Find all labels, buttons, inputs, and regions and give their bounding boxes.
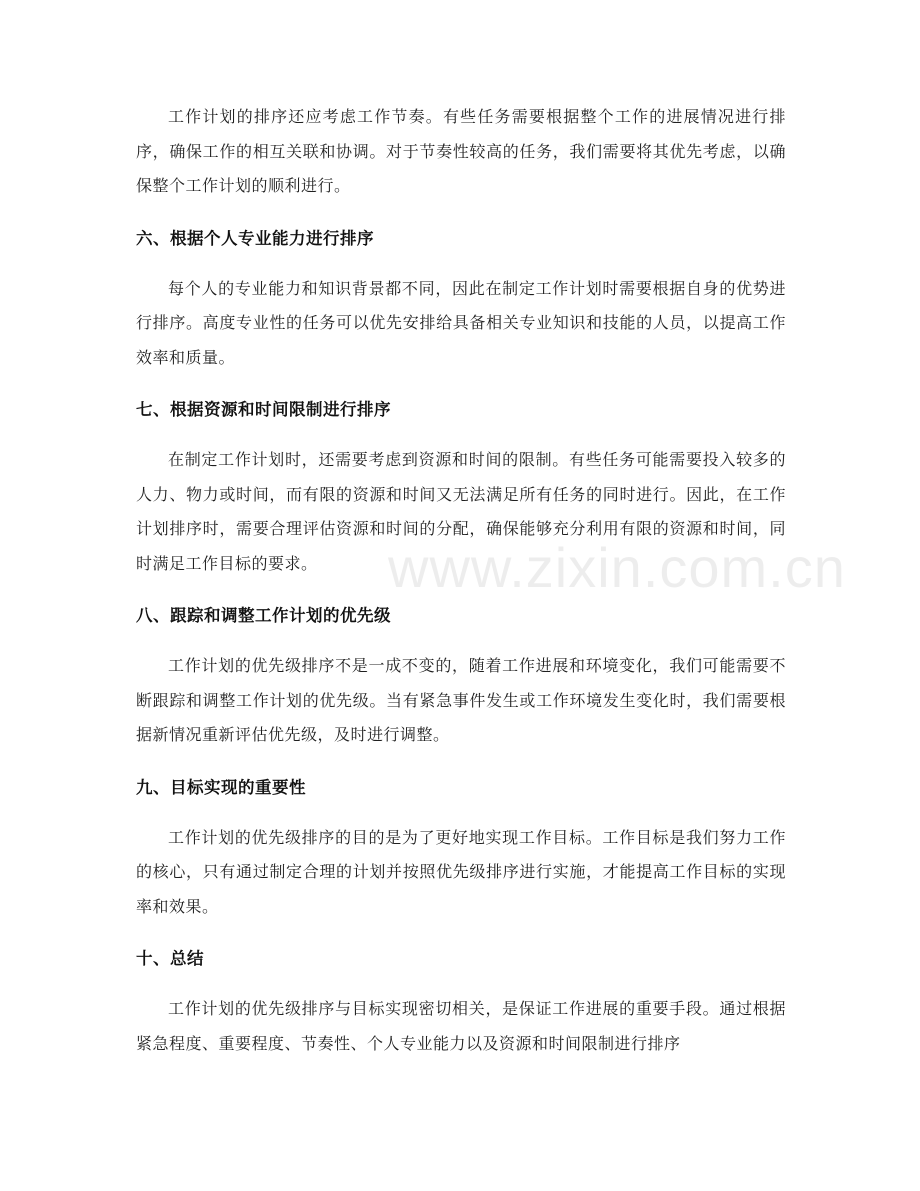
- paragraph-section-10: 工作计划的优先级排序与目标实现密切相关，是保证工作进展的重要手段。通过根据紧急程度、重要程度、节奏性、个人专业能力以及资源和时间限制进行排序: [136, 999, 786, 1053]
- heading-section-10: 十、总结: [136, 949, 204, 968]
- heading-section-6: 六、根据个人专业能力进行排序: [136, 228, 374, 248]
- document-body: [136, 100, 786, 1061]
- spacer: [136, 805, 786, 821]
- watermark: www.zixin.com.cn: [388, 536, 846, 599]
- spacer: [136, 375, 786, 393]
- paragraph-section-9: 工作计划的优先级排序的目的是为了更好地实现工作目标。工作目标是我们努力工作的核心，只有通过制定合理的计划并按照优先级排序进行实施，才能提高工作目标的实现率和效果。: [136, 827, 786, 916]
- spacer: [136, 427, 786, 443]
- spacer: [136, 204, 786, 222]
- heading-section-7: 七、根据资源和时间限制进行排序: [136, 400, 391, 419]
- spacer: [136, 633, 786, 649]
- heading-section-9: 九、目标实现的重要性: [136, 777, 306, 797]
- spacer: [136, 976, 786, 992]
- heading-section-8: 八、跟踪和调整工作计划的优先级: [136, 606, 391, 625]
- paragraph-section-8: 工作计划的优先级排序不是一成不变的，随着工作进展和环境变化，我们可能需要不断跟踪和调整工作计划的优先级。当有紧急事件发生或工作环境发生变化时，我们需要根据新情况重新评估优先级，及时进行调整。: [136, 656, 786, 744]
- paragraph-work-rhythm: 工作计划的排序还应考虑工作节奏。有些任务需要根据整个工作的进展情况进行排序，确保工作的相互关联和协调。对于节奏性较高的任务，我们需要将其优先考虑，以确保整个工作计划的顺利进行。: [136, 107, 786, 195]
- paragraph-section-7: 在制定工作计划时，还需要考虑到资源和时间的限制。有些任务可能需要投入较多的人力、物力或时间，而有限的资源和时间又无法满足所有任务的同时进行。因此，在工作计划排序时，需要合理评估资源和时间的分配，确保能够充分利用有限的资源和时间，同时满足工作目标的要求。: [136, 450, 786, 573]
- spacer: [136, 753, 786, 771]
- spacer: [136, 256, 786, 272]
- spacer: [136, 924, 786, 942]
- paragraph-section-6: 每个人的专业能力和知识背景都不同，因此在制定工作计划时需要根据自身的优势进行排序。高度专业性的任务可以优先安排给具备相关专业知识和技能的人员，以提高工作效率和质量。: [136, 278, 786, 367]
- spacer: [136, 581, 786, 599]
